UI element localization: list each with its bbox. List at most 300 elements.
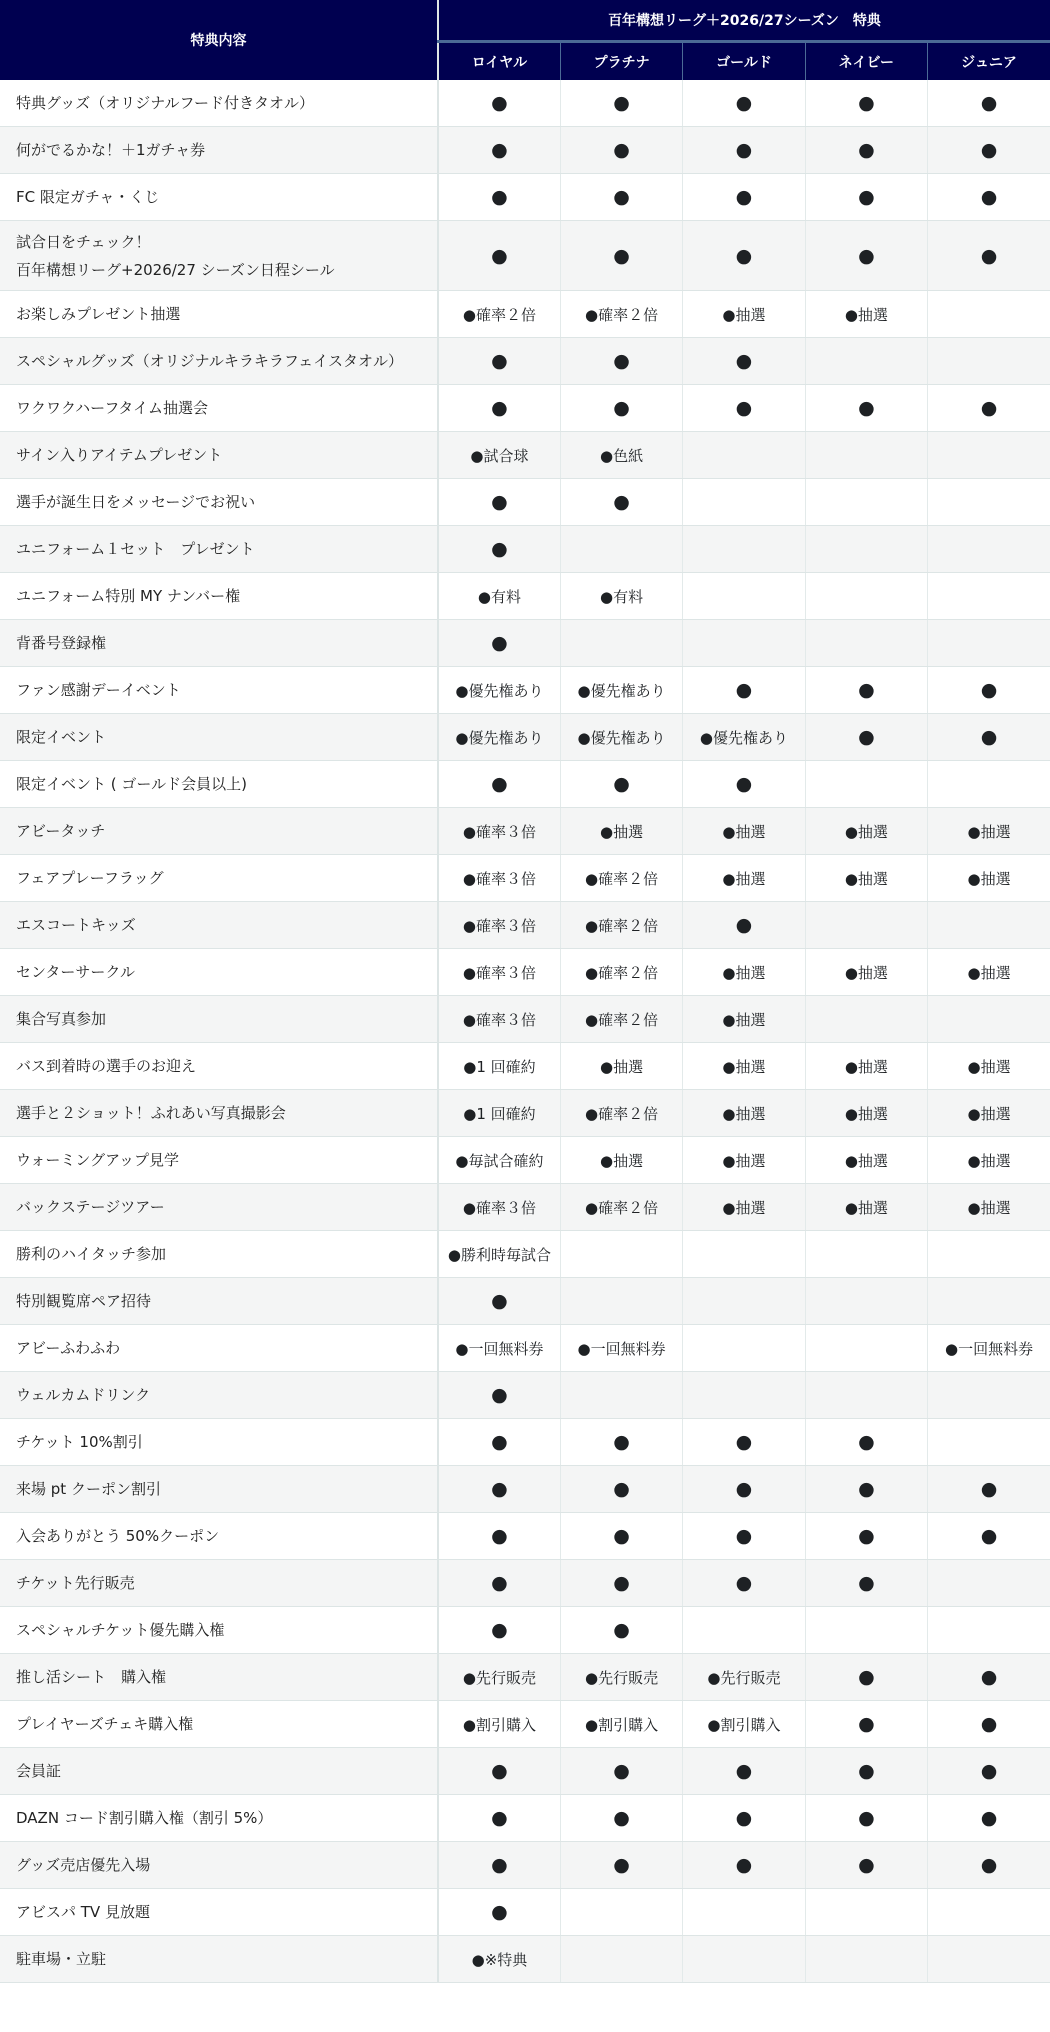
benefit-label-line: 集合写真参加: [16, 1010, 107, 1028]
tier-cell: [928, 1842, 1050, 1889]
included-dot-icon: ●: [613, 1431, 630, 1453]
included-dot-icon: ●: [491, 1619, 508, 1641]
tier-cell: [928, 432, 1050, 479]
tier-cell: [438, 1231, 560, 1278]
tier-cell: [805, 479, 927, 526]
benefit-detail: ●抽選: [844, 822, 888, 841]
tier-cell: [805, 855, 927, 902]
included-dot-icon: ●: [980, 92, 998, 114]
included-dot-icon: ●: [980, 1478, 998, 1500]
benefit-label: [0, 479, 438, 526]
tier-cell: [438, 996, 560, 1043]
tier-cell: [928, 1560, 1050, 1607]
tier-cell: [438, 338, 560, 385]
tier-cell: [560, 1137, 682, 1184]
benefit-detail: ●1 回確約: [463, 1057, 536, 1076]
tier-cell: [928, 902, 1050, 949]
tier-cell: [928, 667, 1050, 714]
tier-cell: [683, 855, 805, 902]
included-dot-icon: ●: [491, 491, 508, 513]
table-row: [0, 80, 1050, 127]
benefit-detail: ●抽選: [967, 1151, 1011, 1170]
table-row: [0, 949, 1050, 996]
tier-cell: [438, 761, 560, 808]
tier-cell: [560, 667, 682, 714]
tier-cell: [683, 1184, 805, 1231]
tier-cell: [928, 949, 1050, 996]
tier-cell: [928, 855, 1050, 902]
included-dot-icon: ●: [491, 1431, 508, 1453]
benefit-detail: ●抽選: [600, 822, 644, 841]
benefit-detail: ●抽選: [722, 1151, 766, 1170]
tier-cell: [805, 291, 927, 338]
benefit-label-line: プレイヤーズチェキ購入権: [16, 1715, 194, 1733]
benefit-label: [0, 996, 438, 1043]
benefit-label: [0, 1419, 438, 1466]
included-dot-icon: ●: [735, 1760, 753, 1782]
benefit-label: [0, 1795, 438, 1842]
tier-cell: [438, 1701, 560, 1748]
benefit-detail: ●抽選: [844, 1198, 888, 1217]
benefit-label: [0, 1560, 438, 1607]
tier-cell: [928, 1372, 1050, 1419]
included-dot-icon: ●: [613, 1760, 630, 1782]
included-dot-icon: ●: [491, 1572, 508, 1594]
tier-cell: [683, 1325, 805, 1372]
tier-cell: [928, 761, 1050, 808]
benefit-label-line: 勝利のハイタッチ参加: [16, 1245, 167, 1263]
benefit-detail: ●優先権あり: [699, 728, 789, 747]
tier-cell: [438, 714, 560, 761]
benefit-label-line: 入会ありがとう 50%クーポン: [16, 1527, 220, 1545]
tier-cell: [928, 1137, 1050, 1184]
benefit-detail: ●抽選: [967, 1198, 1011, 1217]
benefit-detail: ●確率２倍: [585, 1104, 659, 1123]
included-dot-icon: ●: [858, 186, 875, 208]
tier-cell: [683, 432, 805, 479]
benefit-label-line: ワクワクハーフタイム抽選会: [16, 399, 209, 417]
tier-cell: [805, 667, 927, 714]
benefit-detail: ●抽選: [844, 305, 888, 324]
benefit-detail: ●抽選: [967, 1104, 1011, 1123]
included-dot-icon: ●: [491, 186, 508, 208]
benefit-label: [0, 1278, 438, 1325]
tier-cell: [560, 1419, 682, 1466]
tier-cell: [683, 1043, 805, 1090]
benefit-detail: ●割引購入: [462, 1715, 536, 1734]
tier-cell: [683, 1419, 805, 1466]
benefit-label: [0, 1325, 438, 1372]
table-row: [0, 221, 1050, 291]
tier-cell: [560, 620, 682, 667]
tier-cell: [438, 174, 560, 221]
benefit-label-line: 駐車場・立駐: [16, 1950, 107, 1968]
benefit-label-line: サイン入りアイテムプレゼント: [16, 446, 223, 464]
tier-cell: [560, 1184, 682, 1231]
table-row: [0, 808, 1050, 855]
benefit-label-line: 限定イベント: [16, 728, 107, 746]
included-dot-icon: ●: [735, 1525, 753, 1547]
tier-cell: [560, 526, 682, 573]
included-dot-icon: ●: [980, 244, 998, 267]
tier-cell: [438, 479, 560, 526]
tier-cell: [560, 479, 682, 526]
tier-cell: [805, 1372, 927, 1419]
included-dot-icon: ●: [980, 139, 998, 161]
included-dot-icon: ●: [858, 397, 875, 419]
tier-cell: [805, 174, 927, 221]
tier-cell: [683, 1560, 805, 1607]
benefit-detail: ●抽選: [844, 1151, 888, 1170]
tier-cell: [560, 949, 682, 996]
included-dot-icon: ●: [735, 139, 753, 161]
tier-cell: [560, 385, 682, 432]
included-dot-icon: ●: [858, 1760, 875, 1782]
tier-cell: [928, 1231, 1050, 1278]
tier-cell: [560, 1842, 682, 1889]
tier-cell: [805, 620, 927, 667]
benefit-detail: ●優先権あり: [455, 681, 544, 700]
benefit-detail: ●抽選: [722, 1057, 766, 1076]
table-row: [0, 1137, 1050, 1184]
benefit-label: [0, 1184, 438, 1231]
included-dot-icon: ●: [613, 1572, 630, 1594]
benefit-detail: ●先行販売: [585, 1668, 659, 1687]
tier-cell: [683, 526, 805, 573]
benefit-label-line: エスコートキッズ: [16, 916, 136, 934]
tier-cell: [928, 996, 1050, 1043]
benefit-label: [0, 1889, 438, 1936]
tier-cell: [928, 385, 1050, 432]
table-row: [0, 479, 1050, 526]
included-dot-icon: ●: [613, 1525, 630, 1547]
benefit-detail: ●有料: [600, 587, 644, 606]
included-dot-icon: ●: [735, 1478, 753, 1500]
included-dot-icon: ●: [735, 773, 753, 795]
tier-header: ジュニア: [928, 42, 1050, 81]
included-dot-icon: ●: [858, 726, 875, 748]
tier-cell: [438, 1372, 560, 1419]
benefit-label-line: 会員証: [16, 1762, 62, 1780]
tier-cell: [805, 1889, 927, 1936]
table-row: [0, 620, 1050, 667]
tier-cell: [805, 1231, 927, 1278]
tier-cell: [805, 1137, 927, 1184]
included-dot-icon: ●: [613, 1619, 630, 1641]
tier-cell: [560, 1372, 682, 1419]
tier-cell: [560, 80, 682, 127]
season-header: 百年構想リーグ＋2026/27シーズン 特典: [438, 0, 1050, 42]
tier-cell: [683, 1795, 805, 1842]
benefit-label-line: スペシャルチケット優先購入権: [16, 1621, 225, 1639]
tier-cell: [438, 667, 560, 714]
tier-header: ロイヤル: [438, 42, 560, 81]
tier-cell: [928, 1795, 1050, 1842]
tier-cell: [683, 1936, 805, 1983]
tier-cell: [805, 1419, 927, 1466]
tier-cell: [438, 902, 560, 949]
tier-cell: [560, 1090, 682, 1137]
table-row: [0, 1607, 1050, 1654]
included-dot-icon: ●: [491, 1760, 508, 1782]
benefit-detail: ●抽選: [722, 869, 766, 888]
included-dot-icon: ●: [858, 1854, 875, 1876]
tier-cell: [805, 1795, 927, 1842]
benefit-label: [0, 432, 438, 479]
table-row: [0, 996, 1050, 1043]
table-row: [0, 902, 1050, 949]
tier-cell: [928, 1419, 1050, 1466]
tier-header: ネイビー: [805, 42, 927, 81]
table-row: [0, 1748, 1050, 1795]
benefit-detail: ●一回無料券: [944, 1339, 1034, 1358]
benefit-detail: ●確率２倍: [585, 1010, 659, 1029]
tier-cell: [928, 174, 1050, 221]
tier-cell: [805, 1607, 927, 1654]
benefit-label-line: センターサークル: [16, 963, 135, 981]
table-row: [0, 667, 1050, 714]
benefit-label-line: 来場 pt クーポン割引: [16, 1480, 161, 1498]
benefit-detail: ●抽選: [844, 963, 888, 982]
tier-cell: [560, 761, 682, 808]
benefit-detail: ●優先権あり: [455, 728, 544, 747]
benefit-label: [0, 1513, 438, 1560]
benefit-label: [0, 1043, 438, 1090]
benefit-detail: ●一回無料券: [577, 1339, 666, 1358]
tier-cell: [438, 1936, 560, 1983]
table-row: [0, 855, 1050, 902]
benefit-label: [0, 1607, 438, 1654]
tier-cell: [805, 1325, 927, 1372]
table-row: [0, 1090, 1050, 1137]
tier-cell: [805, 385, 927, 432]
tier-cell: [805, 80, 927, 127]
included-dot-icon: ●: [613, 1807, 630, 1829]
tier-cell: [438, 855, 560, 902]
tier-cell: [805, 1701, 927, 1748]
tier-cell: [438, 526, 560, 573]
tier-cell: [560, 1231, 682, 1278]
tier-cell: [683, 1748, 805, 1795]
benefit-label-line: バックステージツアー: [16, 1198, 165, 1216]
tier-cell: [560, 221, 682, 291]
benefit-detail: ●抽選: [722, 1104, 766, 1123]
included-dot-icon: ●: [491, 1478, 508, 1500]
tier-cell: [805, 1560, 927, 1607]
benefit-detail: ●抽選: [967, 822, 1011, 841]
included-dot-icon: ●: [735, 1807, 753, 1829]
tier-cell: [928, 526, 1050, 573]
benefit-label: [0, 1466, 438, 1513]
benefit-label: [0, 526, 438, 573]
included-dot-icon: ●: [858, 1807, 875, 1829]
benefit-label-line: 背番号登録権: [16, 634, 107, 652]
tier-header: プラチナ: [560, 42, 682, 81]
tier-cell: [438, 291, 560, 338]
benefit-label-line: チケット先行販売: [16, 1574, 135, 1592]
benefit-detail: ●確率２倍: [585, 916, 659, 935]
tier-cell: [438, 1466, 560, 1513]
tier-cell: [928, 221, 1050, 291]
tier-cell: [438, 1278, 560, 1325]
tier-cell: [560, 1889, 682, 1936]
benefit-label-line: 選手と２ショット！ふれあい写真撮影会: [16, 1104, 286, 1122]
tier-cell: [438, 1560, 560, 1607]
benefit-label: [0, 291, 438, 338]
table-row: [0, 1184, 1050, 1231]
tier-cell: [438, 1137, 560, 1184]
table-row: [0, 1419, 1050, 1466]
benefit-label-line: 限定イベント ( ゴールド会員以上): [16, 775, 247, 793]
table-row: [0, 1278, 1050, 1325]
table-row: [0, 1560, 1050, 1607]
tier-cell: [928, 1090, 1050, 1137]
included-dot-icon: ●: [858, 1666, 875, 1688]
benefit-label: [0, 667, 438, 714]
tier-cell: [560, 1325, 682, 1372]
benefit-detail: ●抽選: [967, 963, 1011, 982]
tier-cell: [560, 1466, 682, 1513]
tier-cell: [438, 1748, 560, 1795]
included-dot-icon: ●: [735, 350, 753, 372]
tier-cell: [438, 127, 560, 174]
included-dot-icon: ●: [980, 186, 998, 208]
table-row: [0, 1372, 1050, 1419]
included-dot-icon: ●: [491, 244, 508, 267]
tier-cell: [805, 221, 927, 291]
tier-cell: [928, 1936, 1050, 1983]
included-dot-icon: ●: [491, 1901, 508, 1923]
included-dot-icon: ●: [980, 679, 998, 701]
tier-cell: [683, 761, 805, 808]
tier-header: ゴールド: [683, 42, 805, 81]
benefit-detail: ●確率３倍: [462, 916, 536, 935]
included-dot-icon: ●: [491, 632, 508, 654]
benefit-detail: ●確率３倍: [462, 1010, 536, 1029]
included-dot-icon: ●: [980, 1713, 998, 1735]
benefit-label: [0, 1372, 438, 1419]
table-row: [0, 174, 1050, 221]
tier-cell: [805, 1842, 927, 1889]
benefit-label: [0, 808, 438, 855]
tier-cell: [805, 902, 927, 949]
tier-cell: [438, 1184, 560, 1231]
tier-cell: [438, 1842, 560, 1889]
included-dot-icon: ●: [980, 1807, 998, 1829]
tier-cell: [928, 1043, 1050, 1090]
benefit-label-line: 推し活シート 購入権: [16, 1668, 167, 1686]
benefit-label-line: アビーふわふわ: [16, 1339, 121, 1357]
benefit-label: [0, 221, 438, 291]
benefit-detail: ●抽選: [844, 1057, 888, 1076]
tier-cell: [560, 1278, 682, 1325]
benefit-detail: ●抽選: [600, 1057, 644, 1076]
tier-cell: [438, 573, 560, 620]
benefit-detail: ●抽選: [844, 869, 888, 888]
tier-cell: [560, 902, 682, 949]
benefit-label: [0, 385, 438, 432]
table-row: [0, 1466, 1050, 1513]
tier-cell: [560, 127, 682, 174]
included-dot-icon: ●: [613, 244, 630, 267]
tier-cell: [560, 291, 682, 338]
tier-cell: [438, 620, 560, 667]
tier-cell: [560, 808, 682, 855]
tier-cell: [560, 1654, 682, 1701]
tier-cell: [438, 1513, 560, 1560]
benefit-detail: ●確率３倍: [462, 963, 536, 982]
tier-cell: [438, 1090, 560, 1137]
tier-cell: [683, 338, 805, 385]
tier-cell: [560, 1936, 682, 1983]
included-dot-icon: ●: [735, 92, 753, 114]
tier-cell: [805, 1090, 927, 1137]
tier-cell: [928, 291, 1050, 338]
benefit-detail: ●優先権あり: [577, 681, 666, 700]
tier-cell: [683, 1466, 805, 1513]
tier-cell: [683, 667, 805, 714]
included-dot-icon: ●: [613, 1478, 630, 1500]
tier-cell: [438, 385, 560, 432]
tier-cell: [928, 1889, 1050, 1936]
benefit-label-line: アビスパ TV 見放題: [16, 1903, 150, 1921]
tier-cell: [438, 1654, 560, 1701]
tier-cell: [683, 1090, 805, 1137]
benefit-label-line: フェアプレーフラッグ: [16, 869, 164, 887]
included-dot-icon: ●: [613, 92, 630, 114]
tier-cell: [805, 127, 927, 174]
table-row: [0, 1325, 1050, 1372]
tier-cell: [683, 996, 805, 1043]
included-dot-icon: ●: [858, 1525, 875, 1547]
included-dot-icon: ●: [980, 1854, 998, 1876]
tier-cell: [805, 996, 927, 1043]
benefit-label-line: ファン感謝デーイベント: [16, 681, 181, 699]
benefit-detail: ●割引購入: [707, 1715, 781, 1734]
tier-cell: [560, 714, 682, 761]
benefit-detail: ●色紙: [600, 446, 644, 465]
included-dot-icon: ●: [858, 1431, 875, 1453]
tier-cell: [560, 338, 682, 385]
benefit-label-line: ユニフォーム１セット プレゼント: [16, 540, 255, 558]
benefit-label-line: 百年構想リーグ+2026/27 シーズン日程シール: [16, 260, 335, 279]
tier-cell: [683, 1654, 805, 1701]
benefit-detail: ●抽選: [967, 869, 1011, 888]
benefit-label-line: FC 限定ガチャ・くじ: [16, 188, 160, 206]
benefit-label: [0, 1090, 438, 1137]
tier-cell: [928, 1748, 1050, 1795]
included-dot-icon: ●: [491, 350, 508, 372]
benefit-detail: ●抽選: [722, 1010, 766, 1029]
benefit-detail: ●優先権あり: [577, 728, 666, 747]
tier-cell: [683, 80, 805, 127]
tier-cell: [683, 808, 805, 855]
tier-cell: [928, 80, 1050, 127]
benefit-label-line: ウォーミングアップ見学: [16, 1151, 180, 1169]
table-row: [0, 385, 1050, 432]
included-dot-icon: ●: [613, 186, 630, 208]
benefit-label: [0, 1701, 438, 1748]
tier-cell: [928, 127, 1050, 174]
included-dot-icon: ●: [491, 92, 508, 114]
tier-cell: [560, 1560, 682, 1607]
benefit-detail: ●抽選: [722, 1198, 766, 1217]
tier-cell: [928, 1607, 1050, 1654]
tier-cell: [928, 573, 1050, 620]
included-dot-icon: ●: [980, 1525, 998, 1547]
tier-cell: [438, 432, 560, 479]
table-row: [0, 291, 1050, 338]
